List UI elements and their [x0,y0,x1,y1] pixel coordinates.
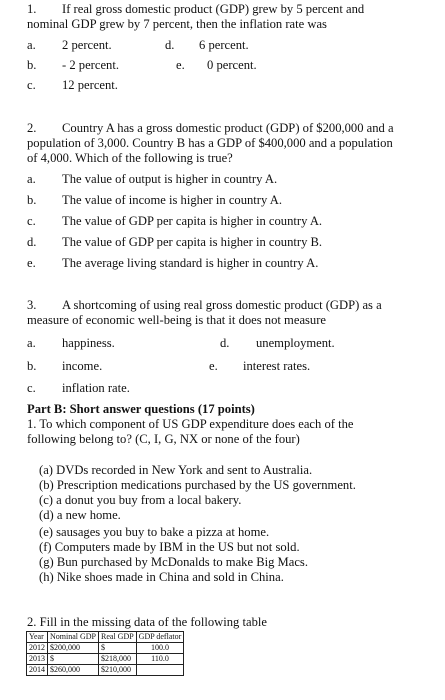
q1-option-e-letter: e. [176,58,185,72]
q1-option-a-letter: a. [27,38,36,52]
q3-option-a-text: happiness. [62,336,115,350]
answer-item-d: (d) a new home. [39,508,121,522]
q1-option-b-text: - 2 percent. [62,58,119,72]
q1-option-c-letter: c. [27,78,36,92]
q1-number: 1. [27,2,37,16]
q3-option-a-letter: a. [27,336,36,350]
part-b-q1-line2: following belong to? (C, I, G, NX or none of the four) [27,432,300,446]
answer-item-b: (b) Prescription medications purchased by the US government. [39,478,356,492]
answer-item-h: (h) Nike shoes made in China and sold in China. [39,570,284,584]
q2-stem-line1: Country A has a gross domestic product (GDP) of $200,000 and a [62,121,394,135]
table-cell: 2014 [27,665,48,676]
answer-item-a: (a) DVDs recorded in New York and sent to Australia. [39,463,313,477]
table-cell [136,665,184,676]
part-b-heading: Part B: Short answer questions (17 points) [27,402,255,416]
gdp-table [26,631,184,676]
table-cell: 110.0 [136,654,184,665]
q2-option-a-text: The value of output is higher in country A. [62,172,278,186]
table-cell: $ [48,654,99,665]
q2-number: 2. [27,121,37,135]
answer-item-e: (e) sausages you buy to bake a pizza at home. [39,525,270,539]
q1-option-e-text: 0 percent. [207,58,257,72]
table-row [27,654,184,665]
q1-option-c-text: 12 percent. [62,78,118,92]
q2-option-e-text: The average living standard is higher in country A. [62,256,319,270]
q1-stem-line1: If real gross domestic product (GDP) grew by 5 percent and [62,2,365,16]
table-row [27,665,184,676]
q3-option-b-letter: b. [27,359,37,373]
answer-item-c: (c) a donut you buy from a local bakery. [39,493,242,507]
table-row [27,643,184,654]
q2-option-b-text: The value of income is higher in country A. [62,193,282,207]
q2-option-c-letter: c. [27,214,36,228]
q3-option-b-text: income. [62,359,103,373]
q3-stem-line2: measure of economic well-being is that it does not measure [27,313,327,327]
q3-option-d-letter: d. [220,336,230,350]
q3-option-d-text: unemployment. [256,336,335,350]
q3-option-c-letter: c. [27,381,36,395]
q2-option-d-letter: d. [27,235,37,249]
q3-option-c-text: inflation rate. [62,381,130,395]
answer-item-f: (f) Computers made by IBM in the US but not sold. [39,540,300,554]
table-cell: $260,000 [48,665,99,676]
q3-stem-line1: A shortcoming of using real gross domestic product (GDP) as a [62,298,382,312]
q2-stem-line3: of 4,000. Which of the following is true? [27,151,233,165]
part-b-q2-line: 2. Fill in the missing data of the following table [27,615,267,629]
q3-number: 3. [27,298,37,312]
q1-option-a-text: 2 percent. [62,38,112,52]
table-cell: 100.0 [136,643,184,654]
table-cell: 2013 [27,654,48,665]
q1-option-b-letter: b. [27,58,37,72]
q3-option-e-text: interest rates. [243,359,311,373]
q2-option-c-text: The value of GDP per capita is higher in country A. [62,214,323,228]
table-header-cell: Year [27,632,48,643]
table-cell: $218,000 [99,654,137,665]
table-cell: $ [99,643,137,654]
answer-item-g: (g) Bun purchased by McDonalds to make Big Macs. [39,555,308,569]
table-cell: $200,000 [48,643,99,654]
q2-option-e-letter: e. [27,256,36,270]
table-header-cell: Nominal GDP [48,632,99,643]
part-b-q1-line1: 1. To which component of US GDP expenditure does each of the [27,417,354,431]
table-header-row [27,632,184,643]
q1-option-d-text: 6 percent. [199,38,249,52]
q2-option-d-text: The value of GDP per capita is higher in country B. [62,235,323,249]
q1-option-d-letter: d. [165,38,175,52]
table-cell: 2012 [27,643,48,654]
table-header-cell: Real GDP [99,632,137,643]
table-header-cell: GDP deflator [136,632,184,643]
table-cell: $210,000 [99,665,137,676]
q3-option-e-letter: e. [209,359,218,373]
q1-stem-line2: nominal GDP grew by 7 percent, then the inflation rate was [27,17,327,31]
q2-option-a-letter: a. [27,172,36,186]
q2-stem-line2: population of 3,000. Country B has a GDP of $400,000 and a population [27,136,393,150]
q2-option-b-letter: b. [27,193,37,207]
